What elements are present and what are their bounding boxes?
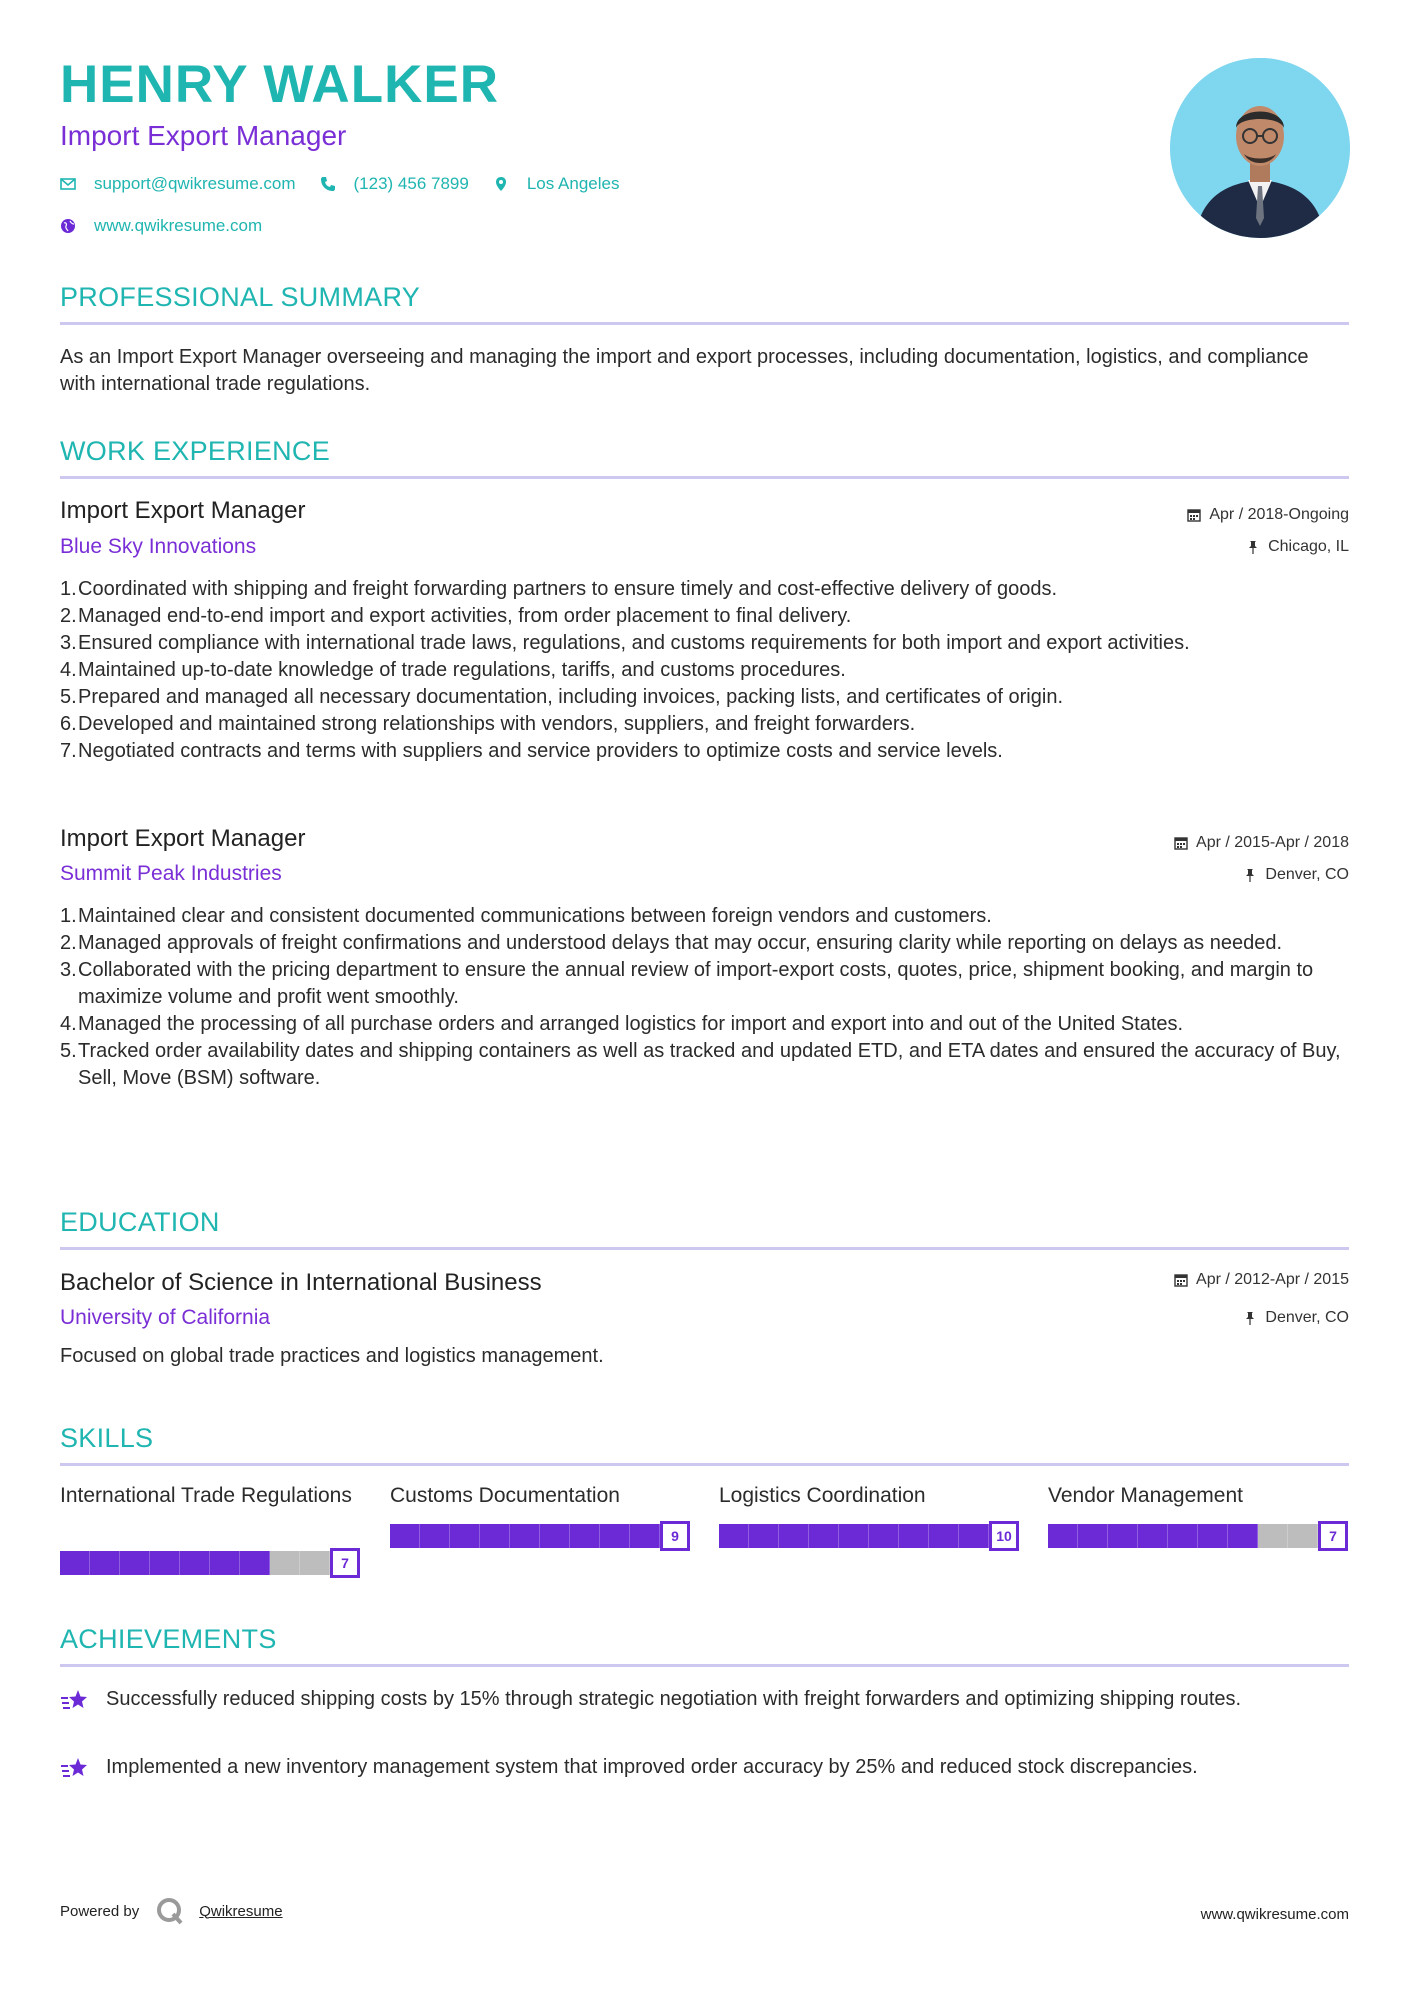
location-text: Los Angeles <box>526 174 620 193</box>
skill-segment <box>120 1551 150 1575</box>
achievement-text: Successfully reduced shipping costs by 15% through strategic negotiation with freight forwarders and optimizing shipping routes. <box>106 1688 1242 1710</box>
skill-segment <box>180 1551 210 1575</box>
skill-segment <box>839 1524 869 1548</box>
list-item: 3. Collaborated with the pricing department to ensure the annual review of import-export costs, quotes, price, shipment booking, and margin to maximize volume and profit went smoothly. <box>60 959 1314 1008</box>
qwikresume-logo-icon <box>155 1896 185 1926</box>
skill-segment <box>899 1524 929 1548</box>
job-dates-text: Apr / 2018-Ongoing <box>1209 506 1349 523</box>
list-item: 1. Maintained clear and consistent documented communications between foreign vendors and customers. <box>60 905 992 927</box>
education-dates <box>1174 1271 1349 1289</box>
skill-segment <box>420 1524 450 1548</box>
skill-track <box>390 1524 690 1548</box>
job-duties-list <box>60 903 1347 1092</box>
skill-score: 9 <box>660 1521 690 1551</box>
achievements-divider <box>60 1664 1349 1667</box>
job-title: Import Export Manager <box>60 497 306 524</box>
skill-segment <box>1258 1524 1288 1548</box>
skill-item <box>60 1482 360 1571</box>
contact-row-website <box>60 216 286 236</box>
skill-segment <box>270 1551 300 1575</box>
education-location-text: Denver, CO <box>1265 1309 1349 1326</box>
skill-segment <box>390 1524 420 1548</box>
skill-name: Customs Documentation <box>390 1484 620 1507</box>
job-location-text: Chicago, IL <box>1268 538 1349 555</box>
job-location-text: Denver, CO <box>1265 866 1349 883</box>
duty-text: Developed and maintained strong relationships with vendors, suppliers, and freight forwarders. <box>78 713 916 735</box>
shooting-star-icon <box>60 1688 90 1714</box>
phone-icon <box>320 176 336 192</box>
list-item: 5. Prepared and managed all necessary documentation, including invoices, packing lists, and certificates of origin. <box>60 686 1063 708</box>
job-location <box>1243 866 1349 884</box>
duty-text: Coordinated with shipping and freight forwarding partners to ensure timely and cost-effective delivery of goods. <box>78 578 1058 600</box>
skill-bar <box>1048 1521 1348 1551</box>
skill-segment <box>1198 1524 1228 1548</box>
map-pin-icon <box>493 176 509 192</box>
candidate-name: HENRY WALKER <box>60 55 499 114</box>
education-description: Focused on global trade practices and logistics management. <box>60 1345 604 1367</box>
pushpin-icon <box>1243 868 1257 882</box>
envelope-icon <box>60 176 76 192</box>
list-item: 6. Developed and maintained strong relationships with vendors, suppliers, and freight forwarders. <box>60 713 916 735</box>
education-school: University of California <box>60 1306 271 1329</box>
skill-name: Logistics Coordination <box>719 1484 926 1507</box>
list-item: 4. Maintained up-to-date knowledge of trade regulations, tariffs, and customs procedures. <box>60 659 846 681</box>
skill-score: 7 <box>330 1548 360 1578</box>
education-heading: EDUCATION <box>60 1207 220 1237</box>
skill-segment <box>929 1524 959 1548</box>
list-item: 7. Negotiated contracts and terms with suppliers and service providers to optimize costs and service levels. <box>60 740 1003 762</box>
job-dates <box>1187 506 1349 524</box>
brand-link[interactable]: Qwikresume <box>199 1902 283 1920</box>
skill-segment <box>719 1524 749 1548</box>
calendar-icon <box>1174 836 1188 850</box>
experience-divider <box>60 476 1349 479</box>
achievement-text: Implemented a new inventory management system that improved order accuracy by 25% and reduced stock discrepancies. <box>106 1756 1198 1778</box>
candidate-title: Import Export Manager <box>60 120 347 151</box>
duty-text: Tracked order availability dates and shipping containers as well as tracked and updated ETD, and ETA dates and ensured the accuracy of Buy, Sell, Move (BSM) software. <box>78 1040 1341 1089</box>
skill-segment <box>959 1524 989 1548</box>
skill-segment <box>600 1524 630 1548</box>
education-divider <box>60 1247 1349 1250</box>
pushpin-icon <box>1246 540 1260 554</box>
skill-segment <box>1138 1524 1168 1548</box>
summary-divider <box>60 322 1349 325</box>
duty-text: Ensured compliance with international trade laws, regulations, and customs requirements for both import and export activities. <box>78 632 1190 654</box>
experience-heading: WORK EXPERIENCE <box>60 436 331 466</box>
skills-divider <box>60 1463 1349 1466</box>
calendar-icon <box>1187 508 1201 522</box>
list-item: 2. Managed end-to-end import and export activities, from order placement to final delivery. <box>60 605 852 627</box>
profile-avatar-icon <box>1170 58 1350 238</box>
skill-track <box>719 1524 1019 1548</box>
skill-segment <box>1048 1524 1078 1548</box>
email-text: support@qwikresume.com <box>94 174 296 193</box>
duty-text: Managed end-to-end import and export activities, from order placement to final delivery. <box>78 605 852 627</box>
contact-phone[interactable] <box>320 174 469 194</box>
skill-segment <box>779 1524 809 1548</box>
duty-text: Negotiated contracts and terms with suppliers and service providers to optimize costs and service levels. <box>78 740 1003 762</box>
skill-item <box>390 1482 690 1544</box>
skill-item <box>719 1482 1019 1544</box>
education-location <box>1243 1309 1349 1327</box>
skill-segment <box>1168 1524 1198 1548</box>
job-dates <box>1174 834 1349 852</box>
skill-segment <box>210 1551 240 1575</box>
skill-name: Vendor Management <box>1048 1484 1243 1507</box>
skill-track <box>60 1551 360 1575</box>
skill-segment <box>570 1524 600 1548</box>
globe-icon <box>60 218 76 234</box>
skill-segment <box>240 1551 270 1575</box>
skill-score: 7 <box>1318 1521 1348 1551</box>
duty-text: Managed the processing of all purchase orders and arranged logistics for import and export into and out of the United States. <box>78 1013 1184 1035</box>
skill-segment <box>150 1551 180 1575</box>
contact-location <box>493 174 620 194</box>
achievement-item <box>60 1686 1347 1714</box>
skill-item <box>1048 1482 1348 1544</box>
list-item: 4. Managed the processing of all purchase orders and arranged logistics for import and export into and out of the United States. <box>60 1013 1184 1035</box>
skill-name: International Trade Regulations <box>60 1484 352 1507</box>
summary-heading: PROFESSIONAL SUMMARY <box>60 282 421 312</box>
skill-segment <box>1228 1524 1258 1548</box>
job-company: Summit Peak Industries <box>60 862 282 885</box>
phone-text: (123) 456 7899 <box>353 174 469 193</box>
skill-segment <box>1078 1524 1108 1548</box>
calendar-icon <box>1174 1273 1188 1287</box>
skill-segment <box>869 1524 899 1548</box>
contact-website[interactable] <box>60 216 262 236</box>
job-dates-text: Apr / 2015-Apr / 2018 <box>1196 834 1349 851</box>
list-item: 2. Managed approvals of freight confirmations and understood delays that may occur, ensuring clarity while reporting on delays as needed. <box>60 932 1283 954</box>
list-item: 1. Coordinated with shipping and freight forwarding partners to ensure timely and cost-effective delivery of goods. <box>60 578 1058 600</box>
footer-website[interactable]: www.qwikresume.com <box>1200 1906 1349 1923</box>
achievement-item <box>60 1754 1347 1782</box>
skill-segment <box>630 1524 660 1548</box>
pushpin-icon <box>1243 1311 1257 1325</box>
skill-bar <box>719 1521 1019 1551</box>
skill-bar <box>390 1521 690 1551</box>
job-company: Blue Sky Innovations <box>60 535 257 558</box>
skill-track <box>1048 1524 1348 1548</box>
job-title: Import Export Manager <box>60 825 306 852</box>
list-item: 3. Ensured compliance with international trade laws, regulations, and customs requirements for both import and export activities. <box>60 632 1190 654</box>
duty-text: Prepared and managed all necessary documentation, including invoices, packing lists, and certificates of origin. <box>78 686 1063 708</box>
skill-segment <box>60 1551 90 1575</box>
skill-segment <box>450 1524 480 1548</box>
skill-bar <box>60 1548 360 1578</box>
skill-score: 10 <box>989 1521 1019 1551</box>
powered-by-label: Powered by <box>60 1902 140 1920</box>
summary-text: As an Import Export Manager overseeing and managing the import and export processes, including documentation, logistics, and compliance with international trade regulations. <box>60 346 1309 395</box>
skill-segment <box>1288 1524 1318 1548</box>
list-item: 5. Tracked order availability dates and shipping containers as well as tracked and updated ETD, and ETA dates and ensured the accuracy of Buy, Sell, Move (BSM) software. <box>60 1040 1341 1089</box>
shooting-star-icon <box>60 1756 90 1782</box>
duty-text: Collaborated with the pricing department to ensure the annual review of import-export costs, quotes, price, shipment booking, and margin to maximize volume and profit went smoothly. <box>78 959 1314 1008</box>
duty-text: Maintained clear and consistent documented communications between foreign vendors and customers. <box>78 905 992 927</box>
footer-powered-by <box>60 1896 283 1926</box>
education-degree: Bachelor of Science in International Business <box>60 1269 542 1296</box>
duty-text: Managed approvals of freight confirmations and understood delays that may occur, ensuring clarity while reporting on delays as needed. <box>78 932 1283 954</box>
skill-segment <box>749 1524 779 1548</box>
contact-row <box>60 174 643 194</box>
skill-segment <box>480 1524 510 1548</box>
skill-segment <box>809 1524 839 1548</box>
contact-email[interactable] <box>60 174 296 194</box>
skill-segment <box>300 1551 330 1575</box>
duty-text: Maintained up-to-date knowledge of trade regulations, tariffs, and customs procedures. <box>78 659 846 681</box>
website-text: www.qwikresume.com <box>94 216 263 235</box>
skill-segment <box>1108 1524 1138 1548</box>
job-location <box>1246 538 1349 556</box>
skills-heading: SKILLS <box>60 1423 154 1453</box>
skill-segment <box>510 1524 540 1548</box>
job-duties-list <box>60 576 1347 765</box>
education-dates-text: Apr / 2012-Apr / 2015 <box>1196 1271 1349 1288</box>
skill-segment <box>540 1524 570 1548</box>
profile-photo <box>1170 58 1350 238</box>
skill-segment <box>90 1551 120 1575</box>
achievements-heading: ACHIEVEMENTS <box>60 1624 277 1654</box>
